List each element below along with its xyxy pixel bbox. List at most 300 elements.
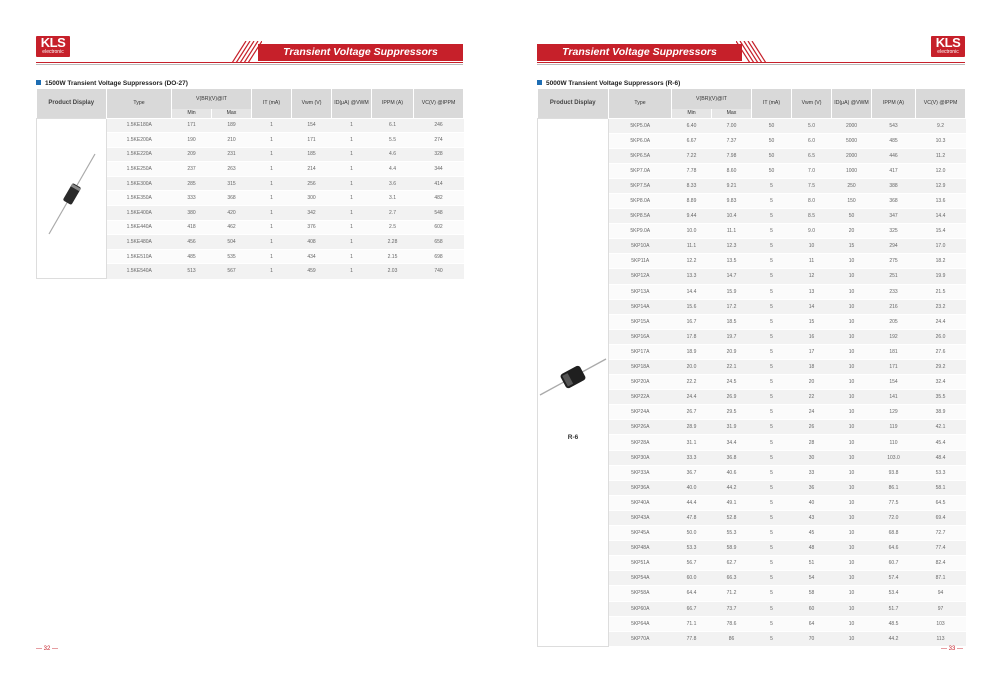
cell-vc: 274 [414, 133, 464, 148]
section-marker [36, 80, 41, 85]
cell-vbr-min: 190 [172, 133, 212, 148]
header-max: Max [212, 109, 252, 118]
cell-it: 1 [252, 147, 292, 162]
cell-vc: 21.5 [916, 284, 966, 299]
cell-it: 5 [752, 526, 792, 541]
cell-type: 5KP45A [609, 526, 672, 541]
cell-vc: 82.4 [916, 556, 966, 571]
cell-ippm: 205 [872, 314, 916, 329]
cell-it: 5 [752, 420, 792, 435]
cell-vwm: 64 [792, 616, 832, 631]
cell-id: 10 [832, 616, 872, 631]
cell-vc: 35.5 [916, 390, 966, 405]
kls-logo [931, 36, 965, 57]
cell-vbr-min: 8.89 [672, 193, 712, 208]
cell-vbr-min: 6.67 [672, 133, 712, 148]
cell-type: 5KP28A [609, 435, 672, 450]
cell-vbr-max: 420 [212, 206, 252, 221]
cell-id: 10 [832, 450, 872, 465]
cell-vbr-min: 71.1 [672, 616, 712, 631]
cell-it: 5 [752, 465, 792, 480]
cell-vc: 45.4 [916, 435, 966, 450]
cell-id: 10 [832, 571, 872, 586]
header-id: ID(μA) @VWM [832, 89, 872, 118]
cell-ippm: 119 [872, 420, 916, 435]
cell-ippm: 141 [872, 390, 916, 405]
cell-vbr-min: 44.4 [672, 495, 712, 510]
cell-vbr-max: 231 [212, 147, 252, 162]
cell-vc: 29.2 [916, 360, 966, 375]
cell-vc: 24.4 [916, 314, 966, 329]
cell-ippm: 129 [872, 405, 916, 420]
cell-id: 10 [832, 254, 872, 269]
page-number: — 32 — [36, 646, 59, 652]
cell-vwm: 12 [792, 269, 832, 284]
header-product-display: Product Display [538, 89, 609, 118]
cell-id: 2000 [832, 148, 872, 163]
cell-ippm: 3.1 [372, 191, 414, 206]
cell-vbr-max: 9.83 [712, 193, 752, 208]
cell-it: 5 [752, 631, 792, 646]
cell-vbr-min: 11.1 [672, 239, 712, 254]
cell-ippm: 51.7 [872, 601, 916, 616]
cell-vwm: 8.5 [792, 209, 832, 224]
cell-vbr-max: 66.3 [712, 571, 752, 586]
cell-vbr-max: 17.2 [712, 299, 752, 314]
cell-id: 1 [332, 264, 372, 279]
cell-vwm: 185 [292, 147, 332, 162]
cell-vbr-min: 285 [172, 176, 212, 191]
cell-ippm: 347 [872, 209, 916, 224]
cell-type: 1.5KE180A [107, 118, 172, 133]
cell-vbr-max: 62.7 [712, 556, 752, 571]
cell-type: 1.5KE300A [107, 176, 172, 191]
cell-vbr-min: 17.8 [672, 329, 712, 344]
cell-vbr-max: 263 [212, 162, 252, 177]
cell-vbr-max: 8.60 [712, 163, 752, 178]
cell-vwm: 51 [792, 556, 832, 571]
cell-vc: 69.4 [916, 510, 966, 525]
cell-vc: 328 [414, 147, 464, 162]
cell-vbr-min: 7.78 [672, 163, 712, 178]
cell-vc: 113 [916, 631, 966, 646]
cell-ippm: 53.4 [872, 586, 916, 601]
cell-id: 10 [832, 526, 872, 541]
cell-ippm: 251 [872, 269, 916, 284]
cell-type: 5KP58A [609, 586, 672, 601]
cell-vbr-max: 315 [212, 176, 252, 191]
header-it: IT (mA) [752, 89, 792, 118]
cell-id: 10 [832, 631, 872, 646]
cell-id: 10 [832, 601, 872, 616]
cell-ippm: 2.03 [372, 264, 414, 279]
cell-id: 1000 [832, 163, 872, 178]
cell-vbr-max: 7.37 [712, 133, 752, 148]
cell-it: 5 [752, 344, 792, 359]
cell-type: 5KP48A [609, 541, 672, 556]
cell-vbr-max: 22.1 [712, 360, 752, 375]
cell-vbr-max: 9.21 [712, 178, 752, 193]
cell-it: 5 [752, 541, 792, 556]
header-product-display: Product Display [37, 89, 107, 118]
cell-vc: 740 [414, 264, 464, 279]
cell-vbr-max: 7.98 [712, 148, 752, 163]
cell-type: 5KP54A [609, 571, 672, 586]
cell-vbr-min: 33.3 [672, 450, 712, 465]
cell-vwm: 70 [792, 631, 832, 646]
cell-vc: 26.0 [916, 329, 966, 344]
cell-vbr-max: 52.8 [712, 510, 752, 525]
cell-it: 5 [752, 390, 792, 405]
cell-vbr-max: 19.7 [712, 329, 752, 344]
cell-vwm: 28 [792, 435, 832, 450]
cell-vwm: 154 [292, 118, 332, 133]
cell-it: 5 [752, 329, 792, 344]
banner-title: Transient Voltage Suppressors [537, 44, 742, 61]
cell-ippm: 543 [872, 118, 916, 133]
section-marker [537, 80, 542, 85]
cell-ippm: 216 [872, 299, 916, 314]
diode-image [37, 149, 107, 239]
cell-vbr-max: 55.3 [712, 526, 752, 541]
cell-vbr-min: 50.0 [672, 526, 712, 541]
cell-vwm: 8.0 [792, 193, 832, 208]
cell-type: 5KP24A [609, 405, 672, 420]
cell-vbr-min: 36.7 [672, 465, 712, 480]
cell-type: 5KP9.0A [609, 224, 672, 239]
cell-id: 150 [832, 193, 872, 208]
cell-id: 20 [832, 224, 872, 239]
cell-it: 5 [752, 193, 792, 208]
cell-vbr-max: 462 [212, 220, 252, 235]
cell-vc: 103 [916, 616, 966, 631]
cell-vbr-min: 12.2 [672, 254, 712, 269]
cell-vc: 414 [414, 176, 464, 191]
cell-vbr-max: 13.5 [712, 254, 752, 269]
cell-id: 1 [332, 191, 372, 206]
cell-vbr-min: 60.0 [672, 571, 712, 586]
cell-ippm: 417 [872, 163, 916, 178]
banner-stripes [736, 41, 766, 63]
cell-vwm: 7.5 [792, 178, 832, 193]
cell-id: 10 [832, 435, 872, 450]
cell-id: 10 [832, 344, 872, 359]
cell-it: 50 [752, 133, 792, 148]
cell-vc: 87.1 [916, 571, 966, 586]
cell-type: 5KP30A [609, 450, 672, 465]
cell-ippm: 181 [872, 344, 916, 359]
cell-it: 5 [752, 299, 792, 314]
cell-vc: 19.9 [916, 269, 966, 284]
table-row [37, 118, 464, 133]
cell-vwm: 6.5 [792, 148, 832, 163]
cell-vwm: 54 [792, 571, 832, 586]
cell-vbr-max: 31.9 [712, 420, 752, 435]
cell-type: 1.5KE350A [107, 191, 172, 206]
cell-type: 5KP12A [609, 269, 672, 284]
cell-type: 5KP17A [609, 344, 672, 359]
cell-ippm: 72.0 [872, 510, 916, 525]
cell-vbr-max: 567 [212, 264, 252, 279]
header-rule-thin [537, 64, 965, 65]
cell-vc: 602 [414, 220, 464, 235]
cell-it: 1 [252, 220, 292, 235]
cell-type: 5KP6.0A [609, 133, 672, 148]
cell-it: 5 [752, 586, 792, 601]
cell-type: 5KP11A [609, 254, 672, 269]
cell-vbr-min: 10.0 [672, 224, 712, 239]
cell-vwm: 171 [292, 133, 332, 148]
cell-vc: 58.1 [916, 480, 966, 495]
cell-id: 10 [832, 314, 872, 329]
cell-id: 1 [332, 220, 372, 235]
header-rule [537, 62, 965, 63]
header-it: IT (mA) [252, 89, 292, 118]
cell-vbr-max: 78.6 [712, 616, 752, 631]
cell-ippm: 485 [872, 133, 916, 148]
cell-ippm: 446 [872, 148, 916, 163]
cell-vwm: 58 [792, 586, 832, 601]
cell-vwm: 300 [292, 191, 332, 206]
banner-title: Transient Voltage Suppressors [258, 44, 463, 61]
cell-ippm: 275 [872, 254, 916, 269]
cell-vbr-max: 40.6 [712, 465, 752, 480]
cell-vbr-max: 10.4 [712, 209, 752, 224]
cell-vc: 11.2 [916, 148, 966, 163]
cell-vbr-max: 504 [212, 235, 252, 250]
cell-vwm: 26 [792, 420, 832, 435]
cell-vbr-min: 56.7 [672, 556, 712, 571]
header-id: ID(μA) @VWM [332, 89, 372, 118]
cell-vbr-max: 34.4 [712, 435, 752, 450]
cell-ippm: 5.5 [372, 133, 414, 148]
cell-id: 2000 [832, 118, 872, 133]
cell-vbr-max: 86 [712, 631, 752, 646]
cell-id: 10 [832, 329, 872, 344]
cell-vwm: 30 [792, 450, 832, 465]
cell-vwm: 24 [792, 405, 832, 420]
cell-vwm: 20 [792, 375, 832, 390]
cell-vc: 94 [916, 586, 966, 601]
header-type: Type [609, 89, 672, 118]
cell-type: 5KP70A [609, 631, 672, 646]
header-vwm: Vwm (V) [292, 89, 332, 118]
cell-it: 1 [252, 176, 292, 191]
cell-id: 10 [832, 586, 872, 601]
cell-vwm: 6.0 [792, 133, 832, 148]
header-rule-thin [36, 64, 463, 65]
cell-it: 5 [752, 239, 792, 254]
cell-vc: 548 [414, 206, 464, 221]
cell-vbr-min: 26.7 [672, 405, 712, 420]
cell-vbr-max: 189 [212, 118, 252, 133]
cell-vwm: 18 [792, 360, 832, 375]
cell-id: 5000 [832, 133, 872, 148]
logo-subtext: electronic [42, 49, 64, 55]
cell-type: 5KP14A [609, 299, 672, 314]
cell-vbr-min: 13.3 [672, 269, 712, 284]
cell-vwm: 408 [292, 235, 332, 250]
cell-type: 5KP10A [609, 239, 672, 254]
cell-vwm: 434 [292, 249, 332, 264]
cell-vwm: 13 [792, 284, 832, 299]
cell-vbr-min: 15.6 [672, 299, 712, 314]
cell-vbr-min: 24.4 [672, 390, 712, 405]
cell-id: 1 [332, 249, 372, 264]
cell-vbr-min: 14.4 [672, 284, 712, 299]
cell-id: 10 [832, 420, 872, 435]
cell-vc: 12.0 [916, 163, 966, 178]
package-label: R-6 [567, 433, 579, 441]
cell-it: 1 [252, 118, 292, 133]
diode-image [538, 347, 608, 407]
cell-vbr-min: 64.4 [672, 586, 712, 601]
cell-type: 5KP22A [609, 390, 672, 405]
product-display-cell [37, 118, 107, 279]
header-vc: VC(V) @IPPM [916, 89, 966, 118]
cell-type: 5KP7.5A [609, 178, 672, 193]
cell-vwm: 33 [792, 465, 832, 480]
cell-vc: 18.2 [916, 254, 966, 269]
cell-vbr-max: 7.00 [712, 118, 752, 133]
cell-vwm: 376 [292, 220, 332, 235]
cell-vc: 32.4 [916, 375, 966, 390]
cell-ippm: 154 [872, 375, 916, 390]
cell-vc: 10.3 [916, 133, 966, 148]
cell-id: 10 [832, 390, 872, 405]
cell-type: 5KP6.5A [609, 148, 672, 163]
cell-vbr-max: 20.9 [712, 344, 752, 359]
right-page [500, 0, 1000, 683]
cell-it: 1 [252, 235, 292, 250]
cell-id: 1 [332, 176, 372, 191]
cell-it: 5 [752, 556, 792, 571]
cell-vbr-max: 24.5 [712, 375, 752, 390]
cell-ippm: 93.8 [872, 465, 916, 480]
kls-logo [36, 36, 70, 57]
cell-type: 5KP36A [609, 480, 672, 495]
cell-id: 10 [832, 465, 872, 480]
cell-vbr-min: 171 [172, 118, 212, 133]
cell-it: 5 [752, 178, 792, 193]
header-max: Max [712, 109, 752, 118]
cell-ippm: 57.4 [872, 571, 916, 586]
cell-ippm: 4.6 [372, 147, 414, 162]
cell-id: 1 [332, 206, 372, 221]
cell-vc: 42.1 [916, 420, 966, 435]
cell-vbr-max: 368 [212, 191, 252, 206]
cell-vc: 9.2 [916, 118, 966, 133]
header-min: Min [172, 109, 212, 118]
cell-it: 5 [752, 616, 792, 631]
cell-type: 5KP16A [609, 329, 672, 344]
cell-it: 5 [752, 450, 792, 465]
cell-id: 1 [332, 235, 372, 250]
cell-ippm: 368 [872, 193, 916, 208]
cell-ippm: 2.15 [372, 249, 414, 264]
cell-vbr-max: 49.1 [712, 495, 752, 510]
header-vbr: V(BR)(V)@IT [672, 89, 752, 109]
cell-it: 5 [752, 510, 792, 525]
cell-vbr-max: 44.2 [712, 480, 752, 495]
cell-it: 50 [752, 118, 792, 133]
cell-vwm: 36 [792, 480, 832, 495]
cell-ippm: 110 [872, 435, 916, 450]
cell-it: 5 [752, 571, 792, 586]
cell-vwm: 14 [792, 299, 832, 314]
cell-vbr-max: 14.7 [712, 269, 752, 284]
section-title [537, 80, 680, 87]
cell-ippm: 48.5 [872, 616, 916, 631]
cell-vbr-min: 6.40 [672, 118, 712, 133]
cell-vc: 13.6 [916, 193, 966, 208]
cell-vc: 64.5 [916, 495, 966, 510]
cell-vc: 48.4 [916, 450, 966, 465]
logo-subtext: electronic [937, 49, 959, 55]
cell-vwm: 11 [792, 254, 832, 269]
cell-vbr-max: 58.9 [712, 541, 752, 556]
cell-vwm: 7.0 [792, 163, 832, 178]
cell-vwm: 459 [292, 264, 332, 279]
cell-it: 1 [252, 249, 292, 264]
cell-it: 1 [252, 206, 292, 221]
cell-vc: 53.3 [916, 465, 966, 480]
cell-ippm: 388 [872, 178, 916, 193]
page-number: — 33 — [941, 646, 964, 652]
cell-id: 1 [332, 133, 372, 148]
cell-type: 5KP13A [609, 284, 672, 299]
cell-id: 10 [832, 299, 872, 314]
header-vc: VC(V) @IPPM [414, 89, 464, 118]
header-min: Min [672, 109, 712, 118]
cell-id: 50 [832, 209, 872, 224]
header-type: Type [107, 89, 172, 118]
cell-vbr-min: 22.2 [672, 375, 712, 390]
cell-type: 5KP7.0A [609, 163, 672, 178]
cell-vwm: 10 [792, 239, 832, 254]
cell-vwm: 9.0 [792, 224, 832, 239]
cell-vwm: 45 [792, 526, 832, 541]
cell-vwm: 16 [792, 329, 832, 344]
cell-it: 5 [752, 375, 792, 390]
cell-vc: 38.9 [916, 405, 966, 420]
cell-vbr-min: 7.22 [672, 148, 712, 163]
cell-type: 5KP40A [609, 495, 672, 510]
cell-vc: 12.9 [916, 178, 966, 193]
cell-type: 5KP60A [609, 601, 672, 616]
cell-type: 5KP5.0A [609, 118, 672, 133]
cell-vc: 97 [916, 601, 966, 616]
cell-type: 5KP18A [609, 360, 672, 375]
cell-vbr-min: 418 [172, 220, 212, 235]
cell-vbr-min: 28.9 [672, 420, 712, 435]
cell-type: 1.5KE250A [107, 162, 172, 177]
cell-vwm: 5.0 [792, 118, 832, 133]
cell-id: 10 [832, 541, 872, 556]
cell-vwm: 15 [792, 314, 832, 329]
cell-ippm: 2.28 [372, 235, 414, 250]
cell-vbr-min: 77.8 [672, 631, 712, 646]
cell-it: 1 [252, 133, 292, 148]
cell-vwm: 60 [792, 601, 832, 616]
cell-ippm: 6.1 [372, 118, 414, 133]
header-vbr: V(BR)(V)@IT [172, 89, 252, 109]
cell-ippm: 60.7 [872, 556, 916, 571]
cell-ippm: 2.5 [372, 220, 414, 235]
cell-vbr-max: 26.9 [712, 390, 752, 405]
cell-it: 5 [752, 405, 792, 420]
cell-vc: 14.4 [916, 209, 966, 224]
